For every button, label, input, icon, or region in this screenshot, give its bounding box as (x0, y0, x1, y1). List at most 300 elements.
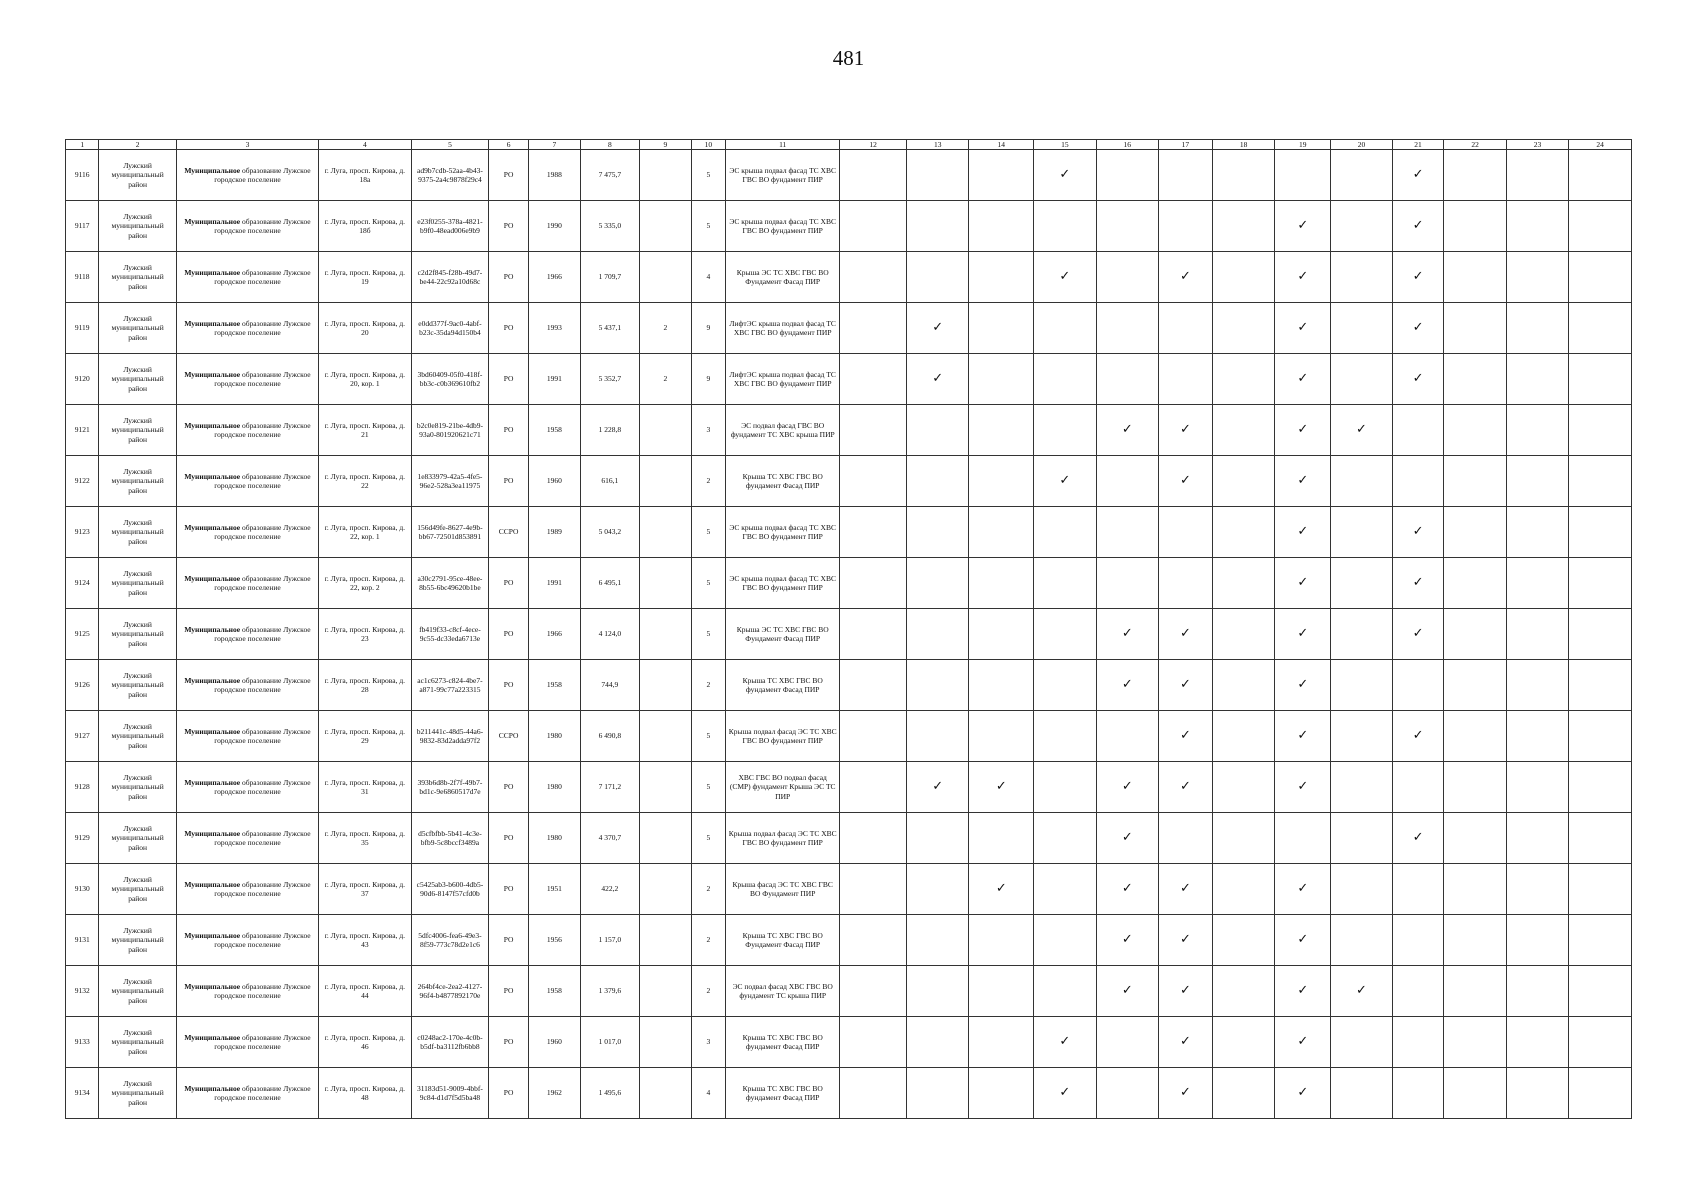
row-number: 9122 (66, 456, 99, 507)
guid: 3bd60409-05f0-418f-bb3c-c0b369610fb2 (411, 354, 489, 405)
area: 4 124,0 (580, 609, 639, 660)
row-number: 9118 (66, 252, 99, 303)
col-9 (639, 456, 691, 507)
check-cell-17 (1159, 864, 1213, 915)
guid: 5dfc4006-fea6-49e3-8f59-773c78d2e1c6 (411, 915, 489, 966)
municipality-rest: образование Лужское городское поселение (214, 930, 311, 949)
check-cell-14 (969, 252, 1034, 303)
check-cell-24 (1569, 1017, 1632, 1068)
municipality (176, 507, 318, 558)
floors: 4 (691, 1068, 725, 1119)
check-cell-19 (1275, 252, 1331, 303)
check-cell-14 (969, 456, 1034, 507)
registry-table-container (65, 139, 1632, 1119)
check-cell-15 (1034, 864, 1096, 915)
floors: 2 (691, 966, 725, 1017)
check-cell-15 (1034, 150, 1096, 201)
address: г. Луга, просп. Кирова, д. 46 (319, 1017, 412, 1068)
check-cell-18 (1212, 966, 1274, 1017)
check-icon: ✓ (932, 779, 944, 795)
municipality-rest: образование Лужское городское поселение (214, 828, 311, 847)
year: 1966 (529, 252, 581, 303)
municipality-prefix: Муниципальное (184, 777, 241, 787)
area: 1 379,6 (580, 966, 639, 1017)
house-type: ССРО (489, 711, 529, 762)
municipality-rest: образование Лужское городское поселение (214, 420, 311, 439)
row-number: 9121 (66, 405, 99, 456)
year: 1989 (529, 507, 581, 558)
row-number: 9133 (66, 1017, 99, 1068)
district: Лужский муниципальный район (99, 813, 177, 864)
check-cell-24 (1569, 456, 1632, 507)
check-cell-14 (969, 762, 1034, 813)
check-cell-16 (1096, 303, 1158, 354)
check-cell-12 (840, 354, 907, 405)
check-cell-15 (1034, 354, 1096, 405)
check-cell-14 (969, 813, 1034, 864)
col-9 (639, 558, 691, 609)
check-cell-12 (840, 864, 907, 915)
col-9 (639, 252, 691, 303)
check-cell-12 (840, 1068, 907, 1119)
check-cell-12 (840, 660, 907, 711)
check-cell-14 (969, 711, 1034, 762)
guid: e23f0255-378a-4821-b9f0-48ead006e9b9 (411, 201, 489, 252)
check-cell-15 (1034, 762, 1096, 813)
check-cell-23 (1506, 252, 1568, 303)
check-cell-21 (1392, 558, 1444, 609)
address: г. Луга, просп. Кирова, д. 22, кор. 1 (319, 507, 412, 558)
check-cell-12 (840, 456, 907, 507)
check-cell-18 (1212, 252, 1274, 303)
work-types: Крыша ТС ХВС ГВС ВО фундамент Фасад ПИР (726, 660, 840, 711)
municipality (176, 150, 318, 201)
check-icon: ✓ (1412, 524, 1424, 540)
municipality (176, 762, 318, 813)
check-cell-22 (1444, 252, 1506, 303)
check-cell-14 (969, 354, 1034, 405)
check-cell-13 (907, 609, 969, 660)
check-cell-13 (907, 354, 969, 405)
check-cell-16 (1096, 864, 1158, 915)
municipality (176, 252, 318, 303)
check-cell-24 (1569, 201, 1632, 252)
check-cell-14 (969, 150, 1034, 201)
check-cell-15 (1034, 252, 1096, 303)
check-cell-23 (1506, 762, 1568, 813)
check-icon: ✓ (1297, 1085, 1309, 1101)
col-9 (639, 660, 691, 711)
check-cell-14 (969, 303, 1034, 354)
check-cell-14 (969, 507, 1034, 558)
check-cell-17 (1159, 660, 1213, 711)
municipality-rest: образование Лужское городское поселение (214, 369, 311, 388)
check-cell-14 (969, 660, 1034, 711)
district: Лужский муниципальный район (99, 558, 177, 609)
check-cell-21 (1392, 456, 1444, 507)
district: Лужский муниципальный район (99, 150, 177, 201)
year: 1958 (529, 660, 581, 711)
floors: 5 (691, 711, 725, 762)
check-cell-15 (1034, 558, 1096, 609)
check-cell-12 (840, 711, 907, 762)
work-types: ЛифтЭС крыша подвал фасад ТС ХВС ГВС ВО фундамент ПИР (726, 303, 840, 354)
check-cell-15 (1034, 915, 1096, 966)
year: 1990 (529, 201, 581, 252)
check-cell-22 (1444, 813, 1506, 864)
check-cell-22 (1444, 1068, 1506, 1119)
check-cell-20 (1331, 711, 1392, 762)
check-cell-19 (1275, 558, 1331, 609)
municipality-prefix: Муниципальное (184, 369, 241, 379)
floors: 5 (691, 201, 725, 252)
table-row (66, 201, 1632, 252)
check-cell-12 (840, 252, 907, 303)
check-cell-20 (1331, 762, 1392, 813)
column-number: 18 (1212, 140, 1274, 150)
check-cell-23 (1506, 609, 1568, 660)
year: 1980 (529, 762, 581, 813)
check-icon: ✓ (932, 371, 944, 387)
check-icon: ✓ (1297, 728, 1309, 744)
year: 1993 (529, 303, 581, 354)
check-cell-17 (1159, 456, 1213, 507)
column-number: 24 (1569, 140, 1632, 150)
check-cell-20 (1331, 660, 1392, 711)
address: г. Луга, просп. Кирова, д. 37 (319, 864, 412, 915)
check-cell-22 (1444, 660, 1506, 711)
check-cell-21 (1392, 660, 1444, 711)
col-9 (639, 762, 691, 813)
check-cell-16 (1096, 762, 1158, 813)
row-number: 9134 (66, 1068, 99, 1119)
house-type: РО (489, 660, 529, 711)
check-icon: ✓ (1297, 575, 1309, 591)
check-icon: ✓ (1121, 677, 1133, 693)
table-row (66, 507, 1632, 558)
col-9 (639, 201, 691, 252)
column-number: 4 (319, 140, 412, 150)
table-row (66, 354, 1632, 405)
check-cell-17 (1159, 201, 1213, 252)
district: Лужский муниципальный район (99, 915, 177, 966)
check-cell-23 (1506, 507, 1568, 558)
check-cell-23 (1506, 660, 1568, 711)
col-9 (639, 1017, 691, 1068)
check-icon: ✓ (1412, 371, 1424, 387)
municipality-prefix: Муниципальное (184, 1032, 241, 1042)
house-type: РО (489, 813, 529, 864)
check-cell-18 (1212, 1068, 1274, 1119)
address: г. Луга, просп. Кирова, д. 28 (319, 660, 412, 711)
district: Лужский муниципальный район (99, 507, 177, 558)
house-type: РО (489, 762, 529, 813)
floors: 9 (691, 354, 725, 405)
check-icon: ✓ (1179, 932, 1191, 948)
column-number: 11 (726, 140, 840, 150)
check-cell-19 (1275, 609, 1331, 660)
district: Лужский муниципальный район (99, 762, 177, 813)
check-cell-19 (1275, 915, 1331, 966)
municipality-rest: образование Лужское городское поселение (214, 471, 311, 490)
check-cell-19 (1275, 1017, 1331, 1068)
col-9 (639, 405, 691, 456)
check-cell-14 (969, 966, 1034, 1017)
check-cell-17 (1159, 813, 1213, 864)
check-cell-20 (1331, 354, 1392, 405)
municipality-rest: образование Лужское городское поселение (214, 1032, 311, 1051)
guid: c0248ac2-170e-4c0b-b5df-ba3112fb6bb8 (411, 1017, 489, 1068)
check-icon: ✓ (1121, 779, 1133, 795)
check-cell-16 (1096, 915, 1158, 966)
check-cell-20 (1331, 915, 1392, 966)
check-cell-17 (1159, 609, 1213, 660)
year: 1958 (529, 966, 581, 1017)
check-cell-19 (1275, 813, 1331, 864)
house-type: РО (489, 201, 529, 252)
row-number: 9117 (66, 201, 99, 252)
check-cell-21 (1392, 405, 1444, 456)
check-cell-20 (1331, 966, 1392, 1017)
house-type: ССРО (489, 507, 529, 558)
guid: c2d2f845-f28b-49d7-be44-22c92a10d68c (411, 252, 489, 303)
area: 7 171,2 (580, 762, 639, 813)
check-icon: ✓ (1059, 269, 1071, 285)
check-cell-17 (1159, 711, 1213, 762)
check-cell-20 (1331, 864, 1392, 915)
floors: 5 (691, 507, 725, 558)
year: 1962 (529, 1068, 581, 1119)
check-cell-12 (840, 915, 907, 966)
address: г. Луга, просп. Кирова, д. 18б (319, 201, 412, 252)
check-cell-23 (1506, 150, 1568, 201)
house-type: РО (489, 456, 529, 507)
check-cell-13 (907, 813, 969, 864)
area: 1 228,8 (580, 405, 639, 456)
table-row (66, 966, 1632, 1017)
address: г. Луга, просп. Кирова, д. 22, кор. 2 (319, 558, 412, 609)
work-types: ЭС подвал фасад ХВС ГВС ВО фундамент ТС крыша ПИР (726, 966, 840, 1017)
check-cell-12 (840, 762, 907, 813)
column-number: 12 (840, 140, 907, 150)
check-cell-15 (1034, 609, 1096, 660)
check-cell-23 (1506, 201, 1568, 252)
address: г. Луга, просп. Кирова, д. 20, кор. 1 (319, 354, 412, 405)
check-cell-13 (907, 150, 969, 201)
floors: 3 (691, 405, 725, 456)
check-cell-17 (1159, 966, 1213, 1017)
check-cell-24 (1569, 609, 1632, 660)
check-cell-22 (1444, 354, 1506, 405)
floors: 2 (691, 660, 725, 711)
table-row (66, 915, 1632, 966)
floors: 2 (691, 915, 725, 966)
check-cell-15 (1034, 966, 1096, 1017)
check-icon: ✓ (1412, 269, 1424, 285)
municipality (176, 660, 318, 711)
house-type: РО (489, 354, 529, 405)
floors: 2 (691, 456, 725, 507)
check-cell-18 (1212, 354, 1274, 405)
check-icon: ✓ (1059, 167, 1071, 183)
work-types: Крыша ТС ХВС ГВС ВО фундамент Фасад ПИР (726, 1068, 840, 1119)
work-types: ХВС ГВС ВО подвал фасад (СМР) фундамент Крыша ЭС ТС ПИР (726, 762, 840, 813)
row-number: 9120 (66, 354, 99, 405)
municipality-prefix: Муниципальное (184, 930, 241, 940)
table-row (66, 456, 1632, 507)
municipality-prefix: Муниципальное (184, 624, 241, 634)
check-cell-13 (907, 405, 969, 456)
check-icon: ✓ (1059, 1085, 1071, 1101)
check-cell-15 (1034, 405, 1096, 456)
check-cell-23 (1506, 966, 1568, 1017)
check-cell-21 (1392, 303, 1444, 354)
check-cell-12 (840, 609, 907, 660)
address: г. Луга, просп. Кирова, д. 23 (319, 609, 412, 660)
table-row (66, 1068, 1632, 1119)
check-icon: ✓ (1297, 422, 1309, 438)
check-cell-16 (1096, 405, 1158, 456)
col-9: 2 (639, 354, 691, 405)
column-number: 21 (1392, 140, 1444, 150)
municipality-rest: образование Лужское городское поселение (214, 165, 311, 184)
work-types: Крыша ЭС ТС ХВС ГВС ВО Фундамент Фасад ПИР (726, 252, 840, 303)
area: 744,9 (580, 660, 639, 711)
check-cell-15 (1034, 711, 1096, 762)
check-cell-17 (1159, 354, 1213, 405)
column-number: 17 (1159, 140, 1213, 150)
house-type: РО (489, 1068, 529, 1119)
row-number: 9131 (66, 915, 99, 966)
check-cell-22 (1444, 1017, 1506, 1068)
check-cell-18 (1212, 813, 1274, 864)
check-cell-21 (1392, 1068, 1444, 1119)
year: 1980 (529, 711, 581, 762)
check-cell-15 (1034, 813, 1096, 864)
check-cell-19 (1275, 966, 1331, 1017)
municipality (176, 1017, 318, 1068)
guid: 393b6d8b-2f7f-49b7-bd1c-9e6860517d7e (411, 762, 489, 813)
check-icon: ✓ (1179, 677, 1191, 693)
check-cell-15 (1034, 1017, 1096, 1068)
check-cell-18 (1212, 762, 1274, 813)
municipality-rest: образование Лужское городское поселение (214, 777, 311, 796)
municipality (176, 915, 318, 966)
house-type: РО (489, 609, 529, 660)
address: г. Луга, просп. Кирова, д. 29 (319, 711, 412, 762)
check-cell-23 (1506, 813, 1568, 864)
check-icon: ✓ (1297, 677, 1309, 693)
check-cell-13 (907, 660, 969, 711)
table-row (66, 558, 1632, 609)
column-number: 10 (691, 140, 725, 150)
house-type: РО (489, 303, 529, 354)
address: г. Луга, просп. Кирова, д. 19 (319, 252, 412, 303)
check-cell-19 (1275, 660, 1331, 711)
check-icon: ✓ (1412, 167, 1424, 183)
check-icon: ✓ (995, 881, 1007, 897)
col-9 (639, 507, 691, 558)
table-row (66, 150, 1632, 201)
row-number: 9132 (66, 966, 99, 1017)
check-cell-18 (1212, 1017, 1274, 1068)
check-cell-19 (1275, 762, 1331, 813)
municipality-prefix: Муниципальное (184, 471, 241, 481)
check-cell-16 (1096, 609, 1158, 660)
column-number: 16 (1096, 140, 1158, 150)
check-cell-18 (1212, 864, 1274, 915)
municipality (176, 1068, 318, 1119)
work-types: ЭС крыша подвал фасад ТС ХВС ГВС ВО фундамент ПИР (726, 507, 840, 558)
check-icon: ✓ (1121, 422, 1133, 438)
work-types: Крыша фасад ЭС ТС ХВС ГВС ВО Фундамент ПИР (726, 864, 840, 915)
work-types: Крыша подвал фасад ЭС ТС ХВС ГВС ВО фундамент ПИР (726, 711, 840, 762)
column-number: 5 (411, 140, 489, 150)
row-number: 9128 (66, 762, 99, 813)
work-types: ЭС крыша подвал фасад ТС ХВС ГВС ВО фундамент ПИР (726, 150, 840, 201)
work-types: Крыша подвал фасад ЭС ТС ХВС ГВС ВО фундамент ПИР (726, 813, 840, 864)
check-cell-24 (1569, 252, 1632, 303)
address: г. Луга, просп. Кирова, д. 18а (319, 150, 412, 201)
check-cell-22 (1444, 864, 1506, 915)
check-cell-18 (1212, 558, 1274, 609)
check-icon: ✓ (1297, 1034, 1309, 1050)
check-cell-20 (1331, 813, 1392, 864)
municipality-prefix: Муниципальное (184, 726, 241, 736)
district: Лужский муниципальный район (99, 252, 177, 303)
col-9 (639, 609, 691, 660)
area: 1 709,7 (580, 252, 639, 303)
check-cell-17 (1159, 558, 1213, 609)
column-number: 2 (99, 140, 177, 150)
check-cell-20 (1331, 201, 1392, 252)
check-cell-18 (1212, 456, 1274, 507)
work-types: ЛифтЭС крыша подвал фасад ТС ХВС ГВС ВО фундамент ПИР (726, 354, 840, 405)
check-cell-14 (969, 1068, 1034, 1119)
row-number: 9130 (66, 864, 99, 915)
check-cell-20 (1331, 405, 1392, 456)
address: г. Луга, просп. Кирова, д. 43 (319, 915, 412, 966)
table-row (66, 405, 1632, 456)
check-icon: ✓ (1179, 626, 1191, 642)
district: Лужский муниципальный район (99, 303, 177, 354)
check-icon: ✓ (1412, 830, 1424, 846)
check-cell-14 (969, 1017, 1034, 1068)
work-types: Крыша ЭС ТС ХВС ГВС ВО Фундамент Фасад ПИР (726, 609, 840, 660)
check-cell-16 (1096, 966, 1158, 1017)
address: г. Луга, просп. Кирова, д. 21 (319, 405, 412, 456)
house-type: РО (489, 405, 529, 456)
col-9 (639, 966, 691, 1017)
municipality (176, 864, 318, 915)
check-cell-23 (1506, 1017, 1568, 1068)
municipality (176, 201, 318, 252)
work-types: ЭС крыша подвал фасад ТС ХВС ГВС ВО фундамент ПИР (726, 201, 840, 252)
check-cell-20 (1331, 609, 1392, 660)
check-cell-21 (1392, 915, 1444, 966)
area: 5 335,0 (580, 201, 639, 252)
check-cell-14 (969, 915, 1034, 966)
check-cell-18 (1212, 405, 1274, 456)
check-cell-22 (1444, 966, 1506, 1017)
check-cell-24 (1569, 303, 1632, 354)
district: Лужский муниципальный район (99, 456, 177, 507)
check-cell-18 (1212, 915, 1274, 966)
check-cell-24 (1569, 762, 1632, 813)
check-icon: ✓ (1179, 728, 1191, 744)
address: г. Луга, просп. Кирова, д. 20 (319, 303, 412, 354)
district: Лужский муниципальный район (99, 711, 177, 762)
